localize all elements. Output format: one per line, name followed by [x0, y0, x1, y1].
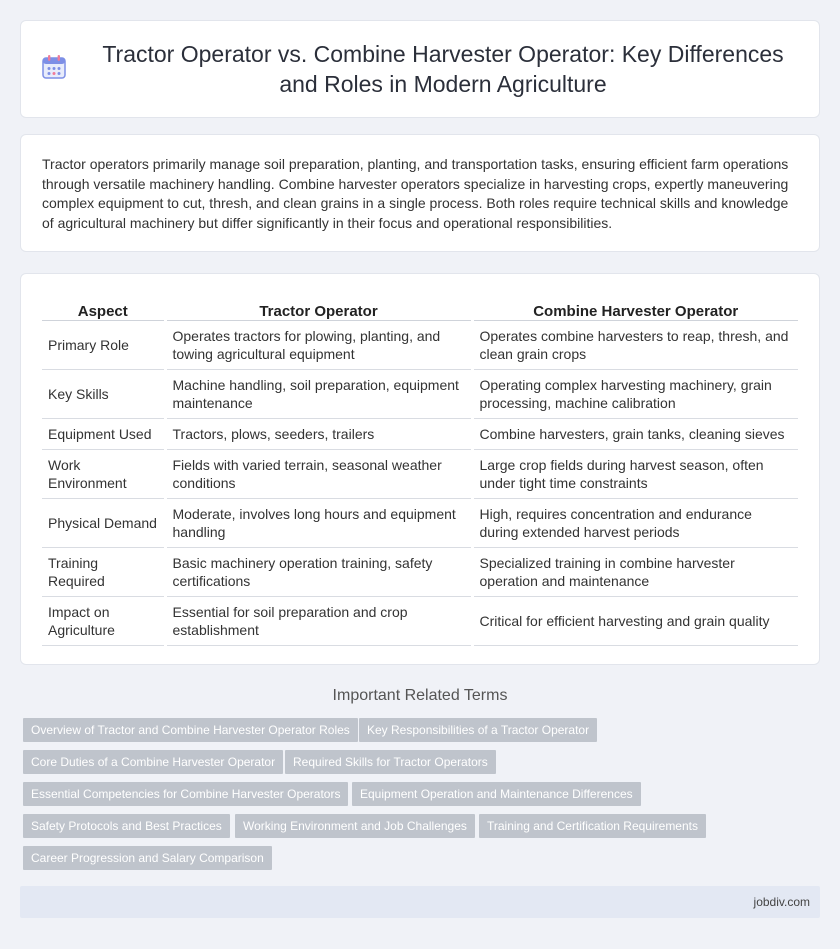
table-row	[42, 596, 798, 645]
combine-cell: Large crop fields during harvest season, often under tight time constraints	[472, 449, 798, 498]
table-header-row	[42, 297, 798, 320]
header-card	[20, 20, 820, 118]
tractor-cell: Operates tractors for plowing, planting, and towing agricultural equipment	[165, 320, 472, 369]
comparison-table	[42, 297, 798, 646]
aspect-cell: Training Required	[42, 547, 165, 596]
related-terms-title: Important Related Terms	[332, 687, 508, 704]
combine-cell: High, requires concentration and endurance during extended harvest periods	[472, 498, 798, 547]
table-row	[42, 418, 798, 449]
related-term-tag[interactable]: Career Progression and Salary Comparison	[23, 846, 272, 870]
related-term-tag[interactable]: Core Duties of a Combine Harvester Operator	[23, 750, 283, 774]
combine-cell: Combine harvesters, grain tanks, cleaning sieves	[472, 418, 798, 449]
related-term-tag[interactable]: Safety Protocols and Best Practices	[23, 814, 230, 838]
header-aspect: Aspect	[42, 297, 165, 320]
calendar-icon	[41, 54, 67, 80]
tractor-cell: Fields with varied terrain, seasonal weather conditions	[165, 449, 472, 498]
aspect-cell: Equipment Used	[42, 418, 165, 449]
related-term-tag[interactable]: Key Responsibilities of a Tractor Operator	[359, 718, 597, 742]
combine-cell: Specialized training in combine harvester operation and maintenance	[472, 547, 798, 596]
footer-site-link[interactable]: jobdiv.com	[753, 895, 810, 909]
aspect-cell: Primary Role	[42, 320, 165, 369]
aspect-cell: Impact on Agriculture	[42, 596, 165, 645]
header-tractor-operator: Tractor Operator	[165, 297, 472, 320]
footer	[20, 886, 820, 918]
tractor-cell: Basic machinery operation training, safety certifications	[165, 547, 472, 596]
related-term-tag[interactable]: Required Skills for Tractor Operators	[285, 750, 496, 774]
tractor-cell: Essential for soil preparation and crop establishment	[165, 596, 472, 645]
related-term-tag[interactable]: Training and Certification Requirements	[479, 814, 706, 838]
combine-cell: Operating complex harvesting machinery, grain processing, machine calibration	[472, 369, 798, 418]
table-row	[42, 547, 798, 596]
table-row	[42, 320, 798, 369]
related-term-tag[interactable]: Overview of Tractor and Combine Harvester Operator Roles	[23, 718, 358, 742]
aspect-cell: Key Skills	[42, 369, 165, 418]
header-combine-harvester-operator: Combine Harvester Operator	[472, 297, 798, 320]
comparison-card	[20, 273, 820, 665]
combine-cell: Operates combine harvesters to reap, thresh, and clean grain crops	[472, 320, 798, 369]
intro-text: Tractor operators primarily manage soil preparation, planting, and transportation tasks, ensuring efficient farm operations through versatile machinery handling. Combine harvester operators specialize in harvesting crops, expertly maneuvering complex equipment to cut, thresh, and clean grains in a single process. Both roles require technical skills and knowledge of agricultural machinery but differ significantly in their focus and operational responsibilities.	[42, 156, 789, 231]
related-term-tag[interactable]: Working Environment and Job Challenges	[235, 814, 475, 838]
table-row	[42, 449, 798, 498]
combine-cell: Critical for efficient harvesting and grain quality	[472, 596, 798, 645]
table-row	[42, 369, 798, 418]
tractor-cell: Moderate, involves long hours and equipment handling	[165, 498, 472, 547]
tractor-cell: Machine handling, soil preparation, equipment maintenance	[165, 369, 472, 418]
aspect-cell: Work Environment	[42, 449, 165, 498]
aspect-cell: Physical Demand	[42, 498, 165, 547]
related-term-tag[interactable]: Equipment Operation and Maintenance Differences	[352, 782, 641, 806]
intro-card	[20, 134, 820, 252]
table-row	[42, 498, 798, 547]
related-term-tag[interactable]: Essential Competencies for Combine Harvester Operators	[23, 782, 348, 806]
header	[41, 21, 799, 117]
tractor-cell: Tractors, plows, seeders, trailers	[165, 418, 472, 449]
page-title: Tractor Operator vs. Combine Harvester Operator: Key Differences and Roles in Modern Agriculture	[102, 41, 784, 97]
